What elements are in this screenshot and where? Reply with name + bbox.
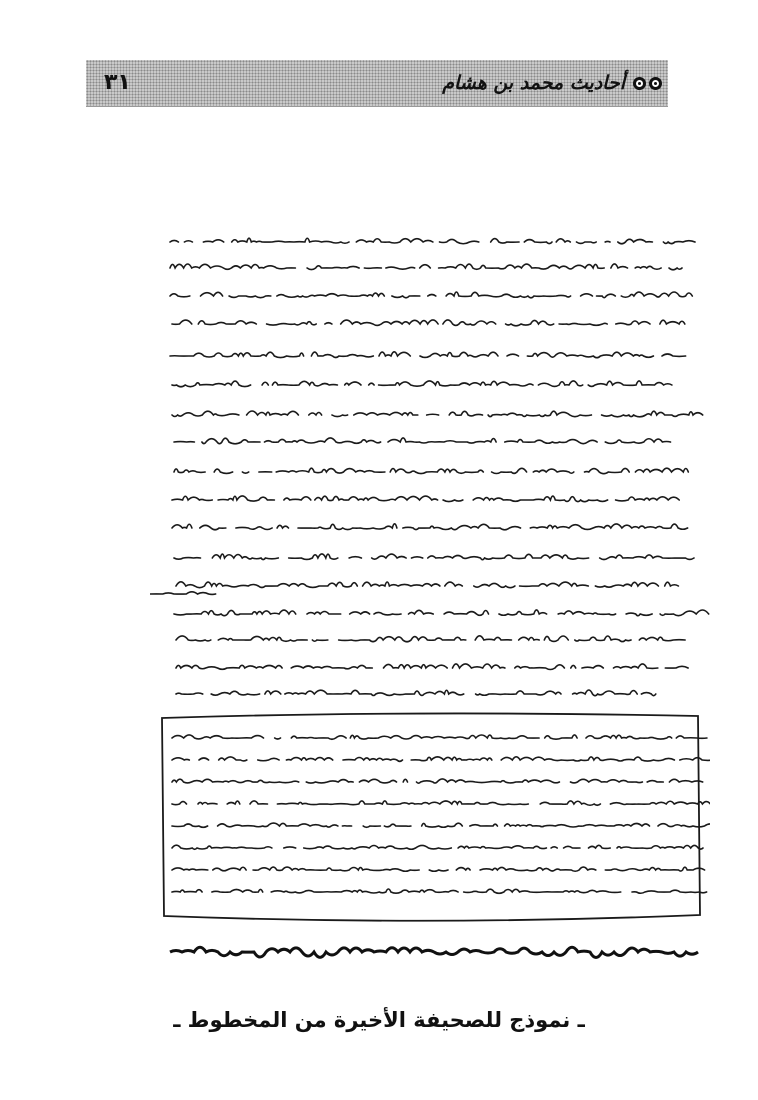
- manuscript-line-9: [174, 468, 688, 474]
- certificate-line-1: [172, 735, 707, 739]
- certificate-line-5: [172, 823, 710, 827]
- manuscript-line-15: [176, 636, 685, 642]
- certificate-line-4: [172, 801, 710, 805]
- manuscript-line-17: [176, 690, 663, 696]
- certificate-line-2: [172, 757, 710, 762]
- manuscript-line-4: [172, 320, 692, 326]
- manuscript-line-12: [174, 554, 694, 560]
- double-ring-ornament-icon: [633, 77, 662, 90]
- running-head: [442, 66, 662, 100]
- manuscript-line-16: [176, 664, 688, 670]
- page-number: ٣١: [104, 70, 131, 95]
- manuscript-line-14: [174, 610, 709, 616]
- manuscript-line-2: [170, 264, 682, 270]
- manuscript-line-1: [170, 238, 695, 244]
- figure-caption: ـ نموذج للصحيفة الأخيرة من المخطوط ـ: [173, 1008, 585, 1032]
- certificate-line-6: [172, 845, 703, 849]
- manuscript-line-6: [172, 381, 677, 387]
- manuscript-line-5: [170, 352, 686, 358]
- certificate-line-7: [172, 867, 710, 871]
- manuscript-line-7: [172, 411, 703, 417]
- margin-note: [150, 592, 216, 595]
- manuscript-line-10: [172, 496, 679, 502]
- manuscript-line-8: [174, 438, 682, 444]
- manuscript-line-13: [176, 582, 678, 588]
- manuscript-image: [150, 210, 710, 1000]
- manuscript-line-11: [172, 524, 688, 530]
- certificate-line-3: [172, 779, 703, 783]
- certificate-line-8: [172, 889, 710, 893]
- manuscript-line-3: [170, 292, 692, 298]
- signature-line: [170, 947, 698, 957]
- book-title: أحاديث محمد بن هشام: [442, 72, 625, 94]
